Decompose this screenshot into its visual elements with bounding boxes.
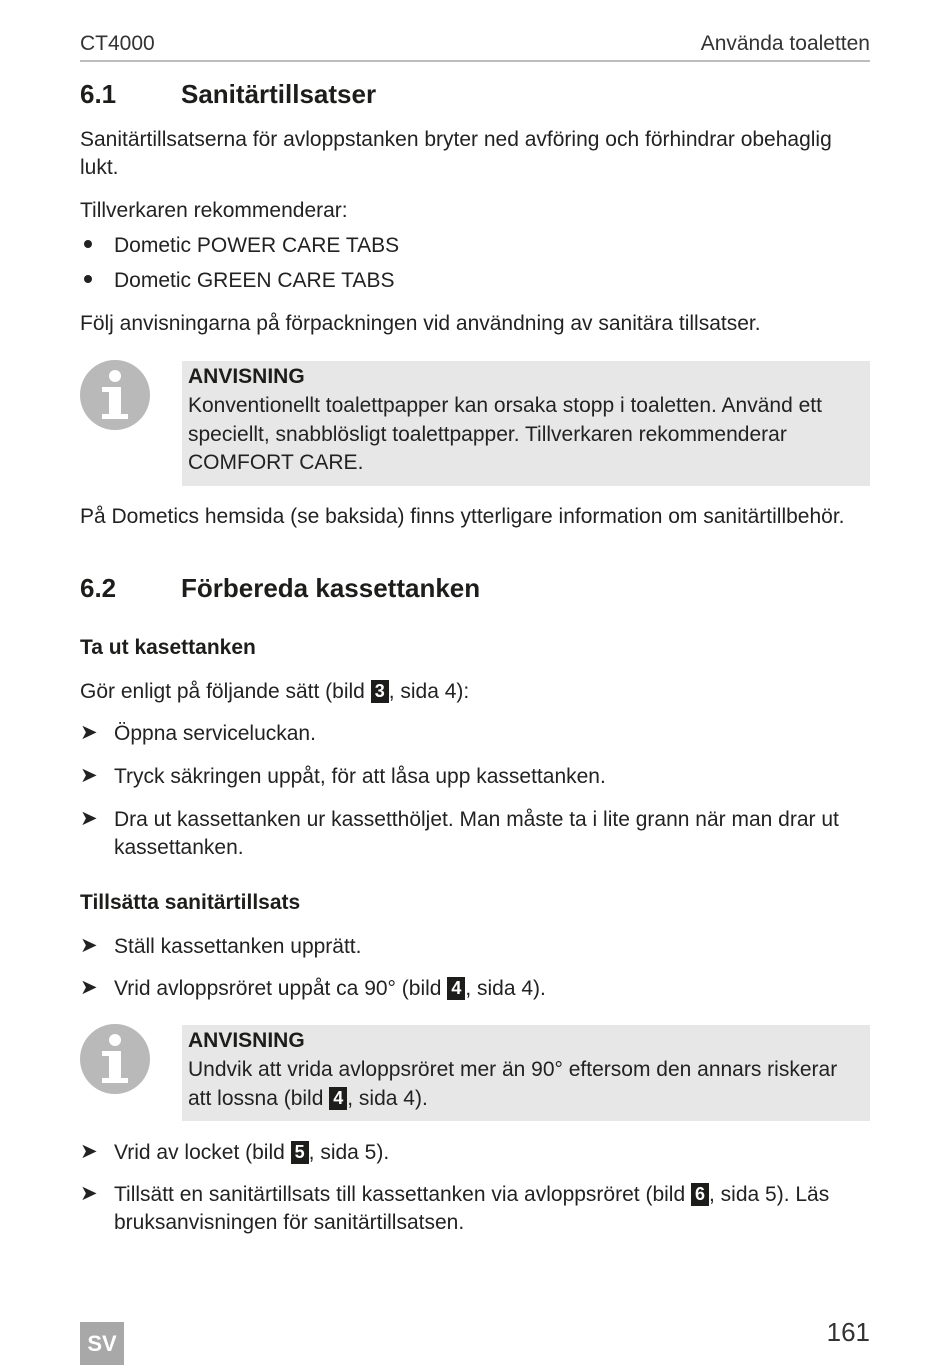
section-number: 6.1 [80, 79, 117, 109]
section-heading-6-1 [80, 79, 870, 111]
arrow-right-icon: ➤ [80, 764, 98, 787]
section-heading-6-2 [80, 573, 870, 605]
step-item: Tillsätt en sanitärtillsats till kassettanken via avloppsröret (bild 6 , sida 5). Läs bruksanvisningen för sanitärtillsatsen. [114, 1183, 830, 1234]
note-box [182, 1025, 870, 1121]
note-box [182, 361, 870, 486]
subheading-remove-tank: Ta ut kasettanken [80, 636, 256, 659]
arrow-right-icon: ➤ [80, 807, 98, 830]
bullet-item: Dometic GREEN CARE TABS [114, 269, 395, 292]
page-number: 161 [826, 1317, 870, 1347]
arrow-right-icon: ➤ [80, 1140, 98, 1163]
info-icon [80, 1024, 150, 1094]
language-tab [80, 1322, 124, 1365]
arrow-right-icon: ➤ [80, 1182, 98, 1205]
follow-paragraph: Följ anvisningarna på förpackningen vid användning av sanitära tillsatser. [80, 312, 761, 335]
procedure-intro: Gör enligt på följande sätt (bild 3 , sida 4): [80, 680, 470, 703]
bullet-icon [84, 240, 92, 248]
info-icon [80, 360, 150, 430]
note-body: Undvik att vrida avloppsröret mer än 90° eftersom den annars riskerar att lossna (bild 4 , sida 4). [188, 1058, 838, 1110]
step-item: Vrid avloppsröret uppåt ca 90° (bild 4 , sida 4). [114, 977, 546, 1000]
figure-badge: 6 [691, 1183, 709, 1206]
step-item: Vrid av locket (bild 5 , sida 5). [114, 1141, 390, 1164]
figure-badge: 3 [371, 680, 389, 703]
website-paragraph: På Dometics hemsida (se baksida) finns ytterligare information om sanitärtillbehör. [80, 505, 845, 528]
figure-badge: 4 [329, 1087, 347, 1110]
bullet-item: Dometic POWER CARE TABS [114, 234, 400, 257]
step-item: Dra ut kassettanken ur kassetthöljet. Man måste ta i lite grann när man drar ut kassettanken. [114, 808, 839, 859]
intro-paragraph: Sanitärtillsatserna för avloppstanken bryter ned avföring och förhindrar obehaglig lukt. [80, 128, 832, 179]
note-title: ANVISNING [188, 1029, 305, 1052]
figure-badge: 4 [447, 977, 465, 1000]
note-body: Konventionellt toalettpapper kan orsaka stopp i toaletten. Använd ett speciellt, snabblösligt toalettpapper. Tillverkaren rekommenderar COMFORT CARE. [188, 394, 822, 474]
arrow-right-icon: ➤ [80, 721, 98, 744]
note-title: ANVISNING [188, 365, 305, 388]
arrow-right-icon: ➤ [80, 976, 98, 999]
recommend-paragraph: Tillverkaren rekommenderar: [80, 199, 348, 222]
section-number: 6.2 [80, 573, 117, 603]
language-code: SV [87, 1331, 117, 1356]
page-header [80, 30, 870, 62]
step-item: Ställ kassettanken upprätt. [114, 935, 362, 958]
section-title: Förbereda kassettanken [181, 573, 481, 603]
figure-badge: 5 [291, 1141, 309, 1164]
arrow-right-icon: ➤ [80, 934, 98, 957]
header-chapter: Använda toaletten [700, 32, 870, 55]
bullet-icon [84, 275, 92, 283]
step-item: Öppna serviceluckan. [114, 722, 316, 745]
subheading-add-additive: Tillsätta sanitärtillsats [80, 891, 301, 914]
header-product: CT4000 [80, 32, 155, 55]
section-title: Sanitärtillsatser [181, 79, 377, 109]
step-item: Tryck säkringen uppåt, för att låsa upp kassettanken. [114, 765, 606, 788]
